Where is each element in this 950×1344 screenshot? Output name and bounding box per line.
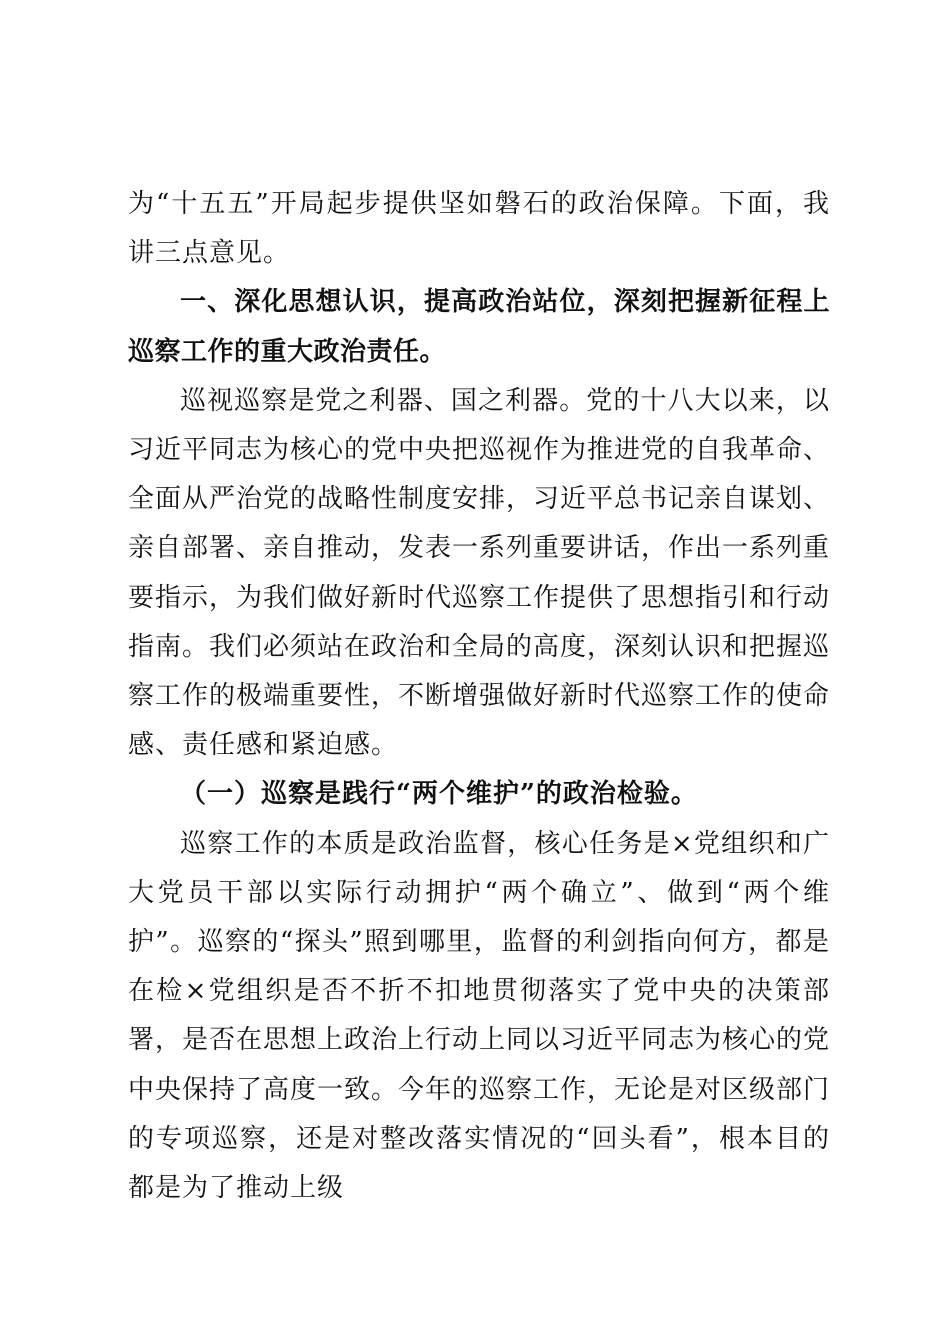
document-body bbox=[128, 180, 830, 1213]
subsection-heading-one: （一）巡察是践行“两个维护”的政治检验。 bbox=[180, 779, 698, 810]
paragraph-political-supervision: 巡察工作的本质是政治监督，核心任务是×党组织和广大党员干部以实际行动拥护“两个确立”、做到“两个维护”。巡察的“探头”照到哪里，监督的利剑指向何方，都是在检×党组织是否不折不扣地贯彻落实了党中央的决策部署，是否在思想上政治上行动上同以习近平同志为核心的党中央保持了高度一致。今年的巡察工作，无论是对区级部门的专项巡察，还是对整改落实情况的“回头看”，根本目的都是为了推动上级 bbox=[128, 828, 831, 1204]
section-heading-one: 一、深化思想认识，提高政治站位，深刻把握新征程上巡察工作的重大政治责任。 bbox=[128, 287, 830, 367]
paragraph-intro: 为“十五五”开局起步提供坚如磐石的政治保障。下面，我讲三点意见。 bbox=[128, 189, 830, 269]
paragraph-inspection-importance: 巡视巡察是党之利器、国之利器。党的十八大以来，以习近平同志为核心的党中央把巡视作为推进党的自我革命、全面从严治党的战略性制度安排，习近平总书记亲自谋划、亲自部署、亲自推动，发表一系列重要讲话，作出一系列重要指示，为我们做好新时代巡察工作提供了思想指引和行动指南。我们必须站在政治和全局的高度，深刻认识和把握巡察工作的极端重要性，不断增强做好新时代巡察工作的使命感、责任感和紧迫感。 bbox=[128, 385, 831, 761]
